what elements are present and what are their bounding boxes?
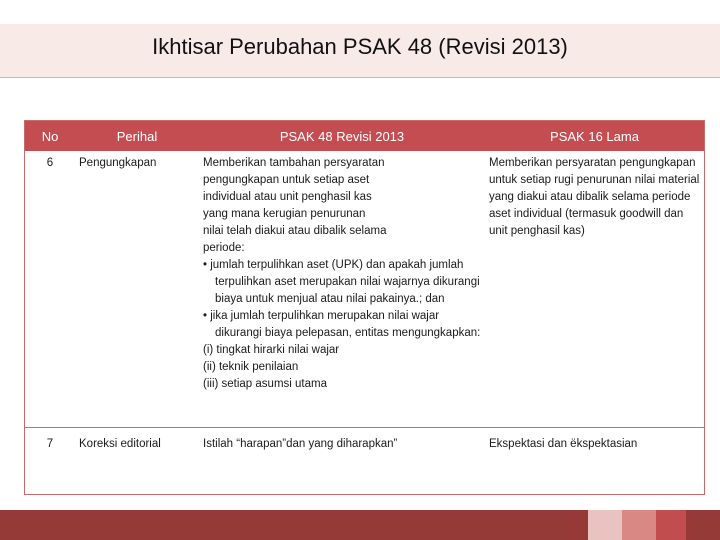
revisi-item: (i) tingkat hirarki nilai wajar — [203, 344, 340, 356]
revisi-bullet: • jika jumlah terpulihkan merupakan nilai wajar dikurangi biaya pelepasan, entitas mengungkapkan: — [203, 310, 481, 339]
revisi-item: (iii) setiap asumsi utama — [203, 378, 327, 390]
header-psak48: PSAK 48 Revisi 2013 — [199, 121, 485, 151]
revisi-line: nilai telah diakui atau dibalik selama — [203, 225, 387, 237]
revisi-line: yang mana kerugian penurunan — [203, 208, 366, 220]
revisi-item: (ii) teknik penilaian — [203, 361, 299, 373]
row-no: 7 — [46, 438, 54, 450]
row-perihal: Koreksi editorial — [79, 438, 161, 450]
revisi-line: pengungkapan untuk setiap aset — [203, 174, 370, 186]
row-lama: Ekspektasi dan ëkspektasian — [489, 438, 638, 450]
comparison-table — [24, 120, 705, 495]
table-row — [25, 151, 704, 428]
row-no: 6 — [25, 151, 75, 428]
row-lama: Memberikan persyaratan pengungkapan untuk setiap rugi penurunan nilai material yang diakui atau dibalik selama periode aset individual (termasuk goodwill dan unit penghasil kas) — [485, 151, 704, 428]
footer-square — [656, 510, 686, 540]
revisi-line: individual atau unit penghasil kas — [203, 191, 372, 203]
revisi-bullet: • jumlah terpulihkan aset (UPK) dan apakah jumlah terpulihkan aset merupakan nilai wajarnya dikurangi biaya untuk menjual atau nilai pakainya.; dan — [203, 259, 480, 305]
row-revisi — [199, 151, 485, 428]
footer-square — [588, 510, 622, 540]
footer-square — [622, 510, 656, 540]
slide-title: Ikhtisar Perubahan PSAK 48 (Revisi 2013) — [152, 34, 568, 59]
row-revisi: Istilah “harapan”dan yang diharapkan” — [203, 438, 398, 450]
table-header-row — [25, 121, 704, 151]
row-perihal: Pengungkapan — [75, 151, 199, 428]
header-no: No — [25, 121, 75, 151]
header-perihal: Perihal — [75, 121, 199, 151]
revisi-line: Memberikan tambahan persyaratan — [203, 157, 385, 169]
header-psak16: PSAK 16 Lama — [485, 121, 704, 151]
table-row — [25, 428, 704, 454]
footer-square — [686, 510, 720, 540]
revisi-line: periode: — [203, 242, 245, 254]
footer-bar — [0, 510, 588, 540]
top-band — [0, 0, 720, 25]
